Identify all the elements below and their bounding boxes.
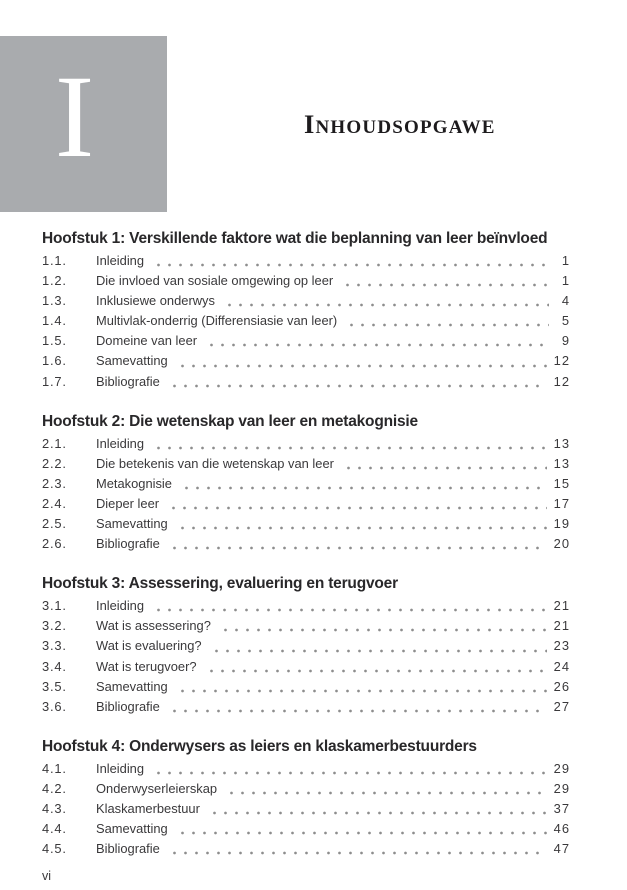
- toc-entry: [42, 251, 570, 271]
- section-heading: Hoofstuk 2: Die wetenskap van leer en metakognisie: [42, 412, 418, 430]
- entry-page-number: 20: [553, 536, 570, 552]
- dot-leader: [220, 628, 547, 632]
- entry-page-number: 5: [561, 313, 570, 329]
- entry-number: 2.6.: [42, 536, 67, 552]
- entry-title: Die betekenis van die wetenskap van leer: [96, 455, 334, 471]
- toc-entry: [42, 596, 570, 616]
- toc-section-1: [42, 227, 570, 392]
- entry-title: Onderwyserleierskap: [96, 780, 218, 796]
- entry-number: 1.5.: [42, 333, 67, 349]
- entry-page-number: 15: [553, 475, 570, 491]
- entry-page-number: 19: [553, 516, 570, 532]
- entry-page-number: 12: [553, 353, 570, 369]
- entry-number: 2.4.: [42, 495, 67, 511]
- entry-title: Multivlak-onderrig (Differensiasie van leer): [96, 313, 338, 329]
- entry-title: Samevatting: [96, 821, 168, 837]
- entry-number: 1.7.: [42, 373, 67, 389]
- dot-leader: [169, 709, 547, 713]
- entry-number: 2.1.: [42, 435, 67, 451]
- toc-entry: [42, 291, 570, 311]
- toc-entry: [42, 331, 570, 351]
- toc-entry: [42, 839, 570, 859]
- dot-leader: [346, 323, 549, 327]
- toc-entry: [42, 759, 570, 779]
- entry-title: Bibliografie: [96, 698, 160, 714]
- entry-page-number: 37: [553, 800, 570, 816]
- entry-title: Inleiding: [96, 435, 145, 451]
- entry-page-number: 29: [553, 780, 570, 796]
- entry-number: 1.6.: [42, 353, 67, 369]
- toc-entry: [42, 351, 570, 371]
- entry-number: 4.5.: [42, 841, 67, 857]
- entry-page-number: 26: [553, 678, 570, 694]
- entry-title: Bibliografie: [96, 373, 160, 389]
- entry-number: 2.3.: [42, 475, 67, 491]
- toc-entry: [42, 494, 570, 514]
- entry-number: 3.4.: [42, 658, 67, 674]
- toc-section-2: [42, 410, 570, 555]
- dot-leader: [181, 486, 547, 490]
- entry-number: 2.2.: [42, 455, 67, 471]
- entry-number: 3.1.: [42, 598, 67, 614]
- toc-section-3: [42, 572, 570, 717]
- entry-number: 1.4.: [42, 313, 67, 329]
- toc-entry: [42, 636, 570, 656]
- entry-number: 3.6.: [42, 698, 67, 714]
- entry-page-number: 1: [561, 273, 570, 289]
- toc-entry: [42, 799, 570, 819]
- toc-entry: [42, 434, 570, 454]
- entry-page-number: 9: [561, 333, 570, 349]
- dot-leader: [153, 771, 547, 775]
- entry-number: 3.3.: [42, 638, 67, 654]
- entry-number: 4.3.: [42, 800, 67, 816]
- entry-page-number: 21: [553, 618, 570, 634]
- toc-entry: [42, 534, 570, 554]
- dot-leader: [342, 283, 549, 287]
- entry-title: Dieper leer: [96, 495, 160, 511]
- page-title: Inhoudsopgawe: [304, 109, 496, 139]
- entry-title: Klaskamerbestuur: [96, 800, 200, 816]
- entry-title: Samevatting: [96, 678, 168, 694]
- toc-entry: [42, 616, 570, 636]
- chapter-letter: I: [54, 51, 95, 182]
- dot-leader: [206, 669, 547, 673]
- entry-page-number: 17: [553, 495, 570, 511]
- entry-title: Inklusiewe onderwys: [96, 293, 215, 309]
- dot-leader: [153, 446, 547, 450]
- entry-number: 2.5.: [42, 516, 67, 532]
- dot-leader: [153, 263, 549, 267]
- entry-title: Wat is terugvoer?: [96, 658, 197, 674]
- entry-page-number: 4: [561, 293, 570, 309]
- dot-leader: [226, 791, 547, 795]
- toc-entry: [42, 657, 570, 677]
- dot-leader: [343, 466, 547, 470]
- entry-number: 4.2.: [42, 780, 67, 796]
- entry-page-number: 12: [553, 373, 570, 389]
- toc-entry: [42, 514, 570, 534]
- entry-number: 1.3.: [42, 293, 67, 309]
- entry-page-number: 29: [553, 760, 570, 776]
- entry-title: Inleiding: [96, 253, 145, 268]
- chapter-number-block: [0, 36, 167, 212]
- entry-page-number: 27: [553, 698, 570, 714]
- dot-leader: [206, 343, 549, 347]
- dot-leader: [153, 608, 547, 612]
- entry-number: 4.4.: [42, 821, 67, 837]
- dot-leader: [168, 506, 547, 510]
- entry-page-number: 13: [553, 435, 570, 451]
- entry-page-number: 13: [553, 455, 570, 471]
- toc-entry: [42, 779, 570, 799]
- toc-entry: [42, 271, 570, 291]
- entry-page-number: 24: [553, 658, 570, 674]
- section-heading: Hoofstuk 4: Onderwysers as leiers en klaskamerbestuurders: [42, 737, 477, 755]
- dot-leader: [177, 526, 547, 530]
- entry-page-number: 21: [553, 598, 570, 614]
- entry-title: Inleiding: [96, 598, 145, 614]
- dot-leader: [177, 689, 547, 693]
- toc-entry: [42, 697, 570, 717]
- entry-title: Bibliografie: [96, 841, 160, 857]
- dot-leader: [224, 303, 549, 307]
- toc-entry: [42, 677, 570, 697]
- entry-page-number: 47: [553, 841, 570, 857]
- entry-number: 4.1.: [42, 760, 67, 776]
- table-of-contents: [42, 227, 570, 877]
- section-heading: Hoofstuk 3: Assessering, evaluering en terugvoer: [42, 575, 398, 593]
- toc-entry: [42, 819, 570, 839]
- entry-page-number: 1: [561, 253, 570, 268]
- entry-title: Wat is assessering?: [96, 618, 211, 634]
- entry-title: Wat is evaluering?: [96, 638, 202, 654]
- entry-title: Bibliografie: [96, 536, 160, 552]
- dot-leader: [169, 546, 547, 550]
- section-heading: Hoofstuk 1: Verskillende faktore wat die beplanning van leer beïnvloed: [42, 230, 548, 247]
- entry-title: Domeine van leer: [96, 333, 198, 349]
- entry-title: Samevatting: [96, 516, 168, 532]
- toc-section-4: [42, 735, 570, 859]
- entry-number: 1.2.: [42, 273, 67, 289]
- entry-page-number: 23: [553, 638, 570, 654]
- toc-entry: [42, 311, 570, 331]
- dot-leader: [211, 649, 547, 653]
- dot-leader: [177, 831, 547, 835]
- entry-number: 3.5.: [42, 678, 67, 694]
- toc-entry: [42, 474, 570, 494]
- entry-page-number: 46: [553, 821, 570, 837]
- dot-leader: [177, 364, 547, 368]
- toc-entry: [42, 454, 570, 474]
- dot-leader: [209, 811, 547, 815]
- toc-entry: [42, 372, 570, 392]
- entry-title: Inleiding: [96, 760, 145, 776]
- dot-leader: [169, 384, 547, 388]
- entry-title: Samevatting: [96, 353, 168, 369]
- entry-title: Die invloed van sosiale omgewing op leer: [96, 273, 334, 289]
- entry-number: 3.2.: [42, 618, 67, 634]
- dot-leader: [169, 851, 547, 855]
- entry-title: Metakognisie: [96, 475, 172, 491]
- entry-number: 1.1.: [42, 253, 67, 268]
- folio-page-number: vi: [42, 869, 52, 883]
